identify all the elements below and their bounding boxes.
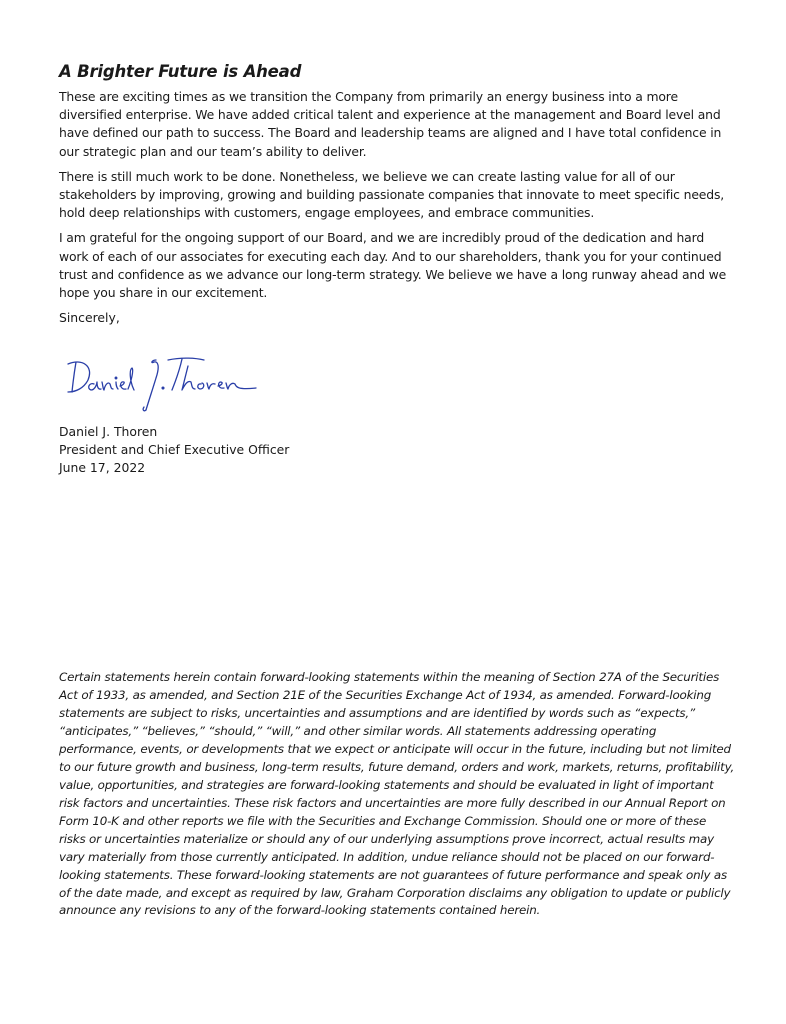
paragraph-transition: These are exciting times as we transition the Company from primarily an energy business into a more diversified enterprise. We have added critical talent and experience at the management and Board level and have defined our path to success. The Board and leadership teams are aligned and I have total confidence in our strategic plan and our team’s ability to deliver. bbox=[59, 89, 722, 159]
signer-title: President and Chief Executive Officer bbox=[59, 442, 290, 458]
signer-name: Daniel J. Thoren bbox=[59, 424, 158, 439]
section-heading: A Brighter Future is Ahead bbox=[59, 62, 302, 81]
closing-salutation: Sincerely, bbox=[59, 310, 120, 326]
handwritten-signature bbox=[64, 352, 264, 418]
signer-block bbox=[59, 423, 289, 478]
forward-looking-disclaimer: Certain statements herein contain forward-looking statements within the meaning of Section 27A of the Securities Act of 1933, as amended, and Section 21E of the Securities Exchange Act of 1934, as amended. Forward-looking statements are subject to risks, uncertainties and assumptions and are identified by words such as “expects,” “anticipates,” “believes,” “should,” “will,” and other similar words. All statements addressing operating performance, events, or developments that we expect or anticipate will occur in the future, including but not limited to our future growth and business, long-term results, future demand, orders and work, markets, returns, profitability, value, opportunities, and strategies are forward-looking statements and should be evaluated in light of important risk factors and uncertainties. These risk factors and uncertainties are more fully described in our Annual Report on Form 10-K and other reports we file with the Securities and Exchange Commission. Should one or more of these risks or uncertainties materialize or should any of our underlying assumptions prove incorrect, actual results may vary materially from those currently anticipated. In addition, undue reliance should not be placed on our forward-looking statements. These forward-looking statements are not guarantees of future performance and speak only as of the date made, and except as required by law, Graham Corporation disclaims any obligation to update or publicly announce any revisions to any of the forward-looking statements contained herein. bbox=[59, 669, 735, 918]
paragraph-work-ahead: There is still much work to be done. Nonetheless, we believe we can create lasting value for all of our stakeholders by improving, growing and building passionate companies that innovate to meet specific needs, hold deep relationships with customers, engage employees, and embrace communities. bbox=[59, 168, 725, 221]
letter-body bbox=[59, 62, 731, 327]
letter-date: June 17, 2022 bbox=[59, 460, 146, 476]
paragraph-gratitude: I am grateful for the ongoing support of our Board, and we are incredibly proud of the dedication and hard work of each of our associates for executing each day. And to our shareholders, thank you for your continued trust and confidence as we advance our long-term strategy. We believe we have a long runway ahead and we hope you share in our excitement. bbox=[59, 230, 727, 301]
